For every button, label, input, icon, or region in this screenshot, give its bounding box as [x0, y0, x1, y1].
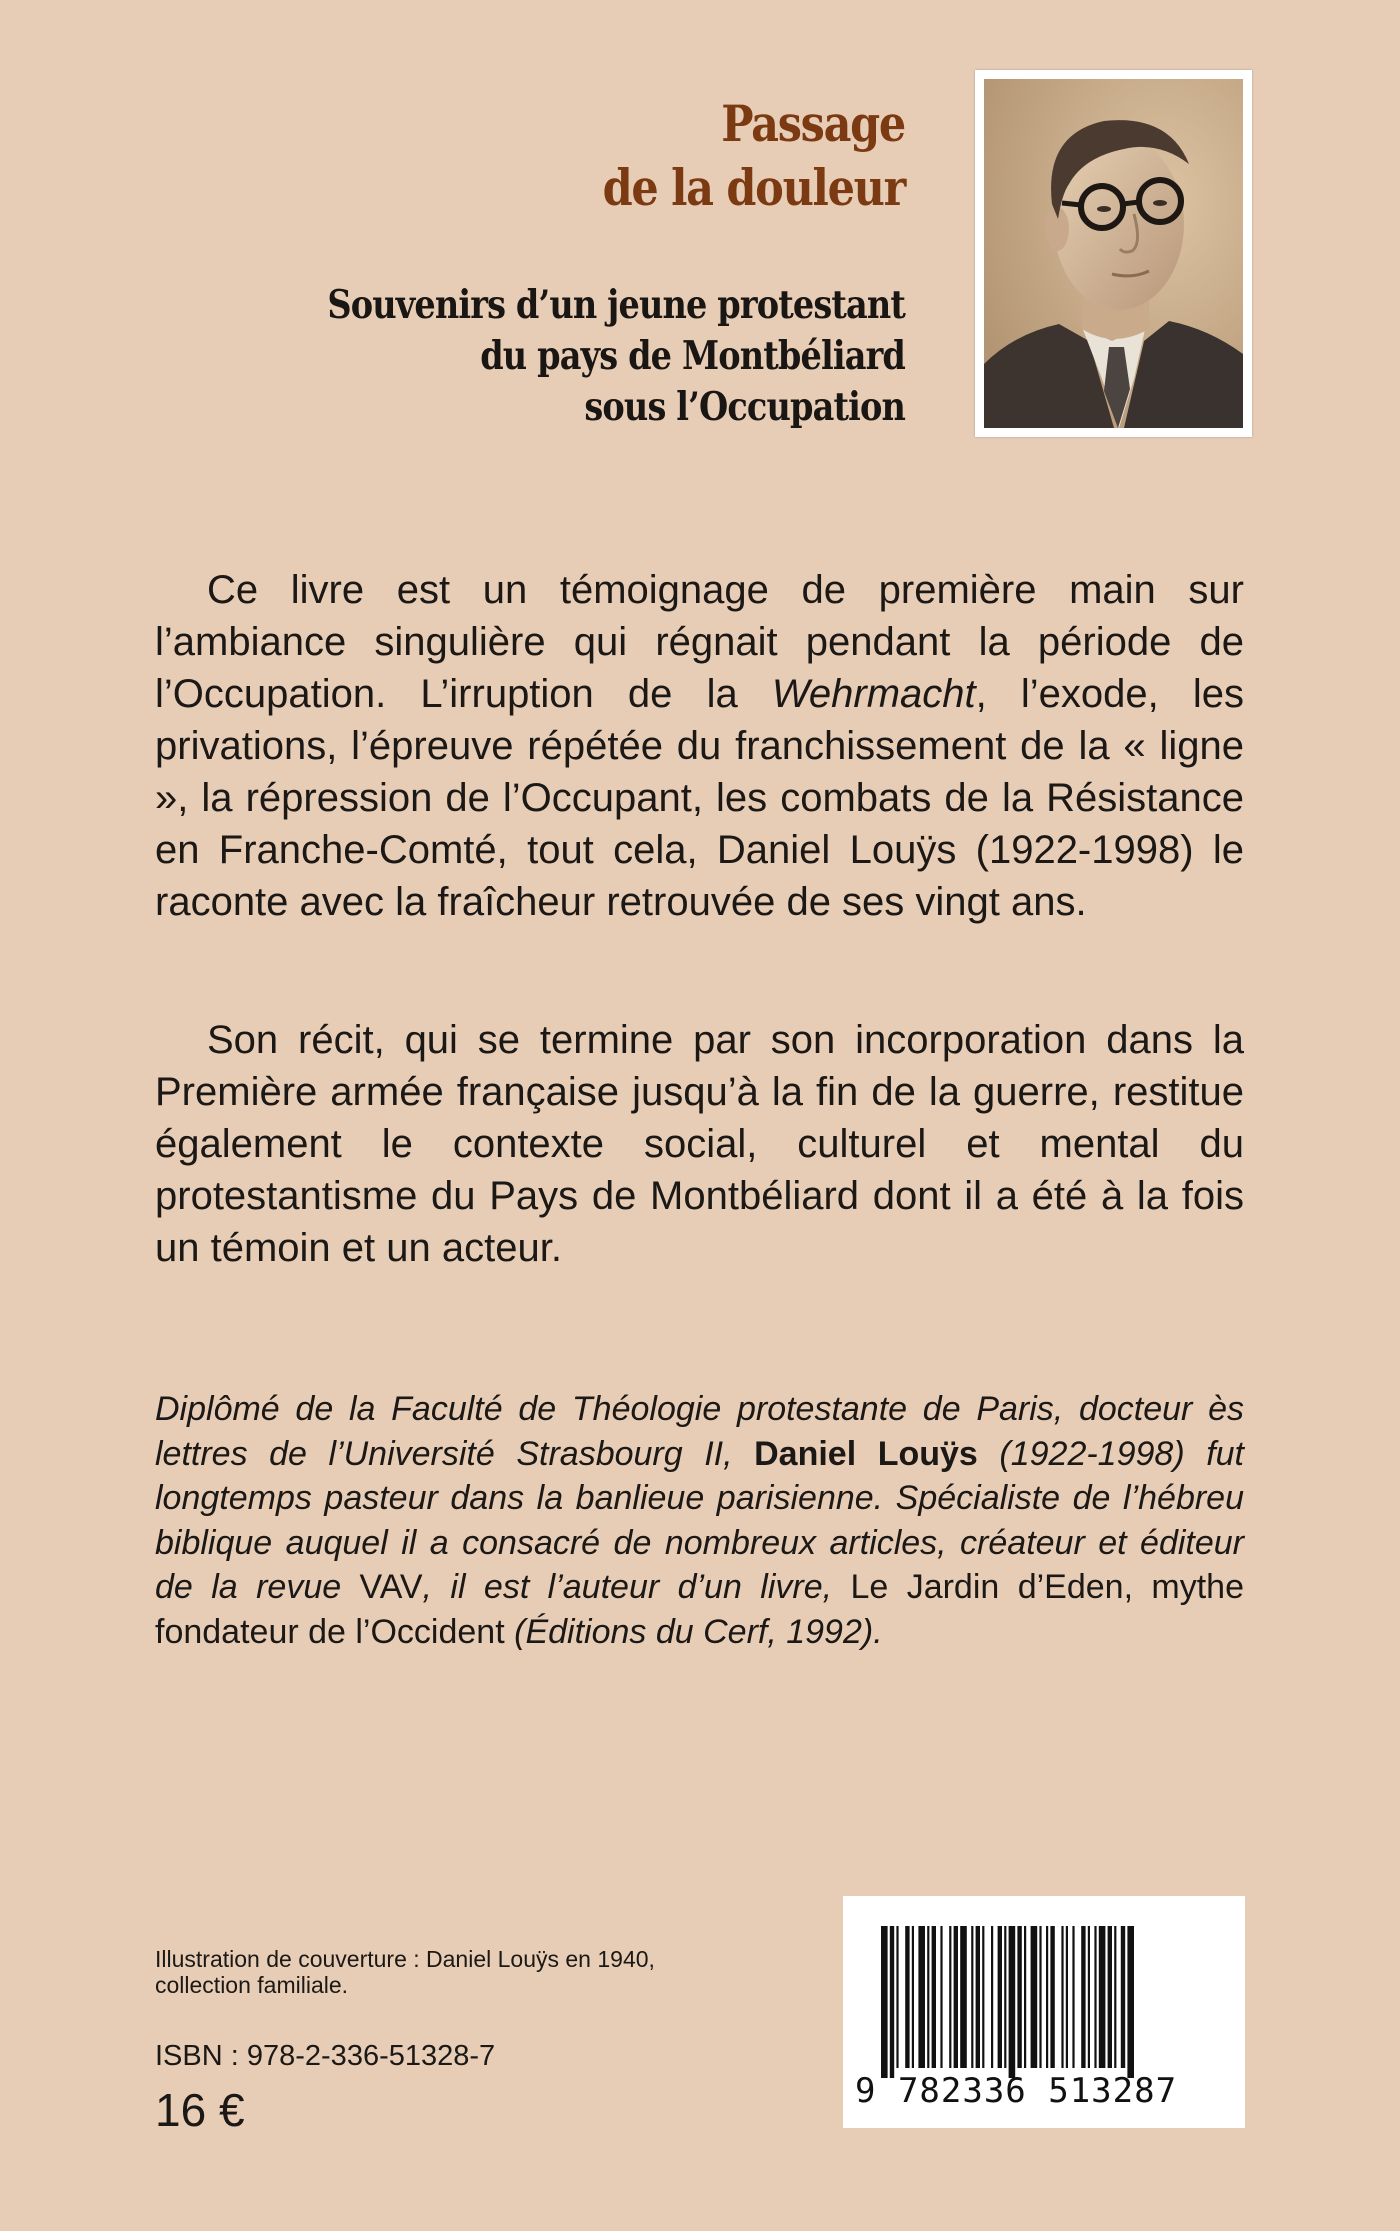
bio-part-1: Diplômé de la Faculté de Théologie protestante de Paris, docteur ès lettres de l’Université Strasbourg II, [155, 1390, 1244, 1473]
summary-paragraph-1 [155, 564, 1244, 928]
barcode-bar [1024, 1926, 1026, 2068]
barcode-bar [1050, 1926, 1054, 2068]
illustration-credit-line-1: Illustration de couverture : Daniel Louÿs en 1940, [155, 1946, 655, 1972]
barcode-bar [1061, 1926, 1063, 2068]
author-bio [155, 1387, 1244, 1654]
journal-name: VAV [359, 1568, 423, 1606]
author-photo [984, 79, 1243, 428]
barcode-bar [912, 1926, 914, 2068]
barcode-bar [949, 1926, 951, 2068]
barcode-bar [905, 1926, 909, 2068]
bio-part-2: (1922-1998) fut longtemps pasteur dans la banlieue parisienne. Spécialiste de l’hébreu biblique auquel il a consacré de nombreux articles, créateur et éditeur de la revue [155, 1434, 1245, 1606]
barcode-bar [1094, 1926, 1096, 2068]
barcode-bar [896, 1926, 898, 2068]
subtitle-block [145, 280, 905, 433]
barcode-bar [1114, 1926, 1116, 2068]
barcode-bar [1017, 1926, 1021, 2068]
barcode-bar [1088, 1926, 1090, 2068]
barcode-bar [976, 1926, 980, 2068]
barcode-bar [1072, 1926, 1074, 2068]
portrait-illustration [984, 79, 1243, 428]
barcode-bar [1066, 1926, 1068, 2068]
book-title-line-1: Passage [721, 94, 905, 153]
barcode-bar [982, 1926, 984, 2068]
price: 16 € [155, 2084, 245, 2136]
subtitle-line-2: du pays de Montbéliard [480, 333, 905, 379]
barcode-bar [1127, 1926, 1134, 2078]
barcode [843, 1896, 1245, 2128]
barcode-bar [1099, 1926, 1106, 2068]
barcode-bar [1121, 1926, 1125, 2068]
summary-p1-text-b: , l’exode, les privations, l’épreuve répétée du franchissement de la « ligne », la répression de l’Occupant, les combats de la Résistance en Franche-Comté, tout cela, Daniel Louÿs (1922-1998) le raconte avec la fraîcheur retrouvée de ses vingt ans. [155, 672, 1245, 924]
isbn: ISBN : 978-2-336-51328-7 [155, 2040, 496, 2072]
barcode-bar [918, 1926, 925, 2068]
bio-part-4: (Éditions du Cerf, 1992). [504, 1612, 883, 1651]
barcode-bar [1081, 1926, 1085, 2068]
barcode-bar [1046, 1926, 1048, 2068]
summary-p1-emphasis: Wehrmacht [771, 672, 976, 716]
barcode-bar [1108, 1926, 1112, 2068]
barcode-bar [890, 1926, 894, 2078]
barcode-bar [991, 1926, 993, 2068]
summary-p1-text-a: Ce livre est un témoignage de première main sur l’ambiance singulière qui régnait pendant la période de l’Occupation. L’irruption de la [155, 568, 1244, 716]
barcode-number: 9 782336 513287 [855, 2071, 1178, 2111]
barcode-bar [1009, 1926, 1016, 2078]
barcode-bar [1031, 1926, 1038, 2068]
barcode-bar [940, 1926, 942, 2068]
barcode-bar [954, 1926, 958, 2068]
summary-paragraph-2: Son récit, qui se termine par son incorporation dans la Première armée française jusqu’à la fin de la guerre, restitue également le contexte social, culturel et mental du protestantisme du Pays de Montbéliard dont il a été à la fois un témoin et un acteur. [155, 1018, 1244, 1270]
barcode-bar [927, 1926, 929, 2068]
bio-part-3: , il est l’auteur d’un livre, [422, 1568, 851, 1606]
author-photo-frame [975, 70, 1252, 437]
barcode-bar [960, 1926, 967, 2068]
title-block [145, 92, 905, 433]
illustration-credit [155, 1946, 655, 1998]
subtitle-line-3: sous l’Occupation [584, 384, 905, 430]
book-title-line-2: de la douleur [602, 158, 905, 217]
subtitle-line-1: Souvenirs d’un jeune protestant [327, 282, 905, 328]
barcode-bar [1039, 1926, 1041, 2068]
author-name: Daniel Louÿs [754, 1434, 978, 1473]
barcode-bar [932, 1926, 936, 2068]
barcode-bar [971, 1926, 973, 2068]
barcode-bar [998, 1926, 1002, 2068]
barcode-bar [1004, 1926, 1006, 2068]
illustration-credit-line-2: collection familiale. [155, 1972, 349, 1998]
book-reference: Le Jardin d’Eden, mythe fondateur de l’Occident [155, 1568, 1245, 1651]
barcode-bar [881, 1926, 888, 2078]
